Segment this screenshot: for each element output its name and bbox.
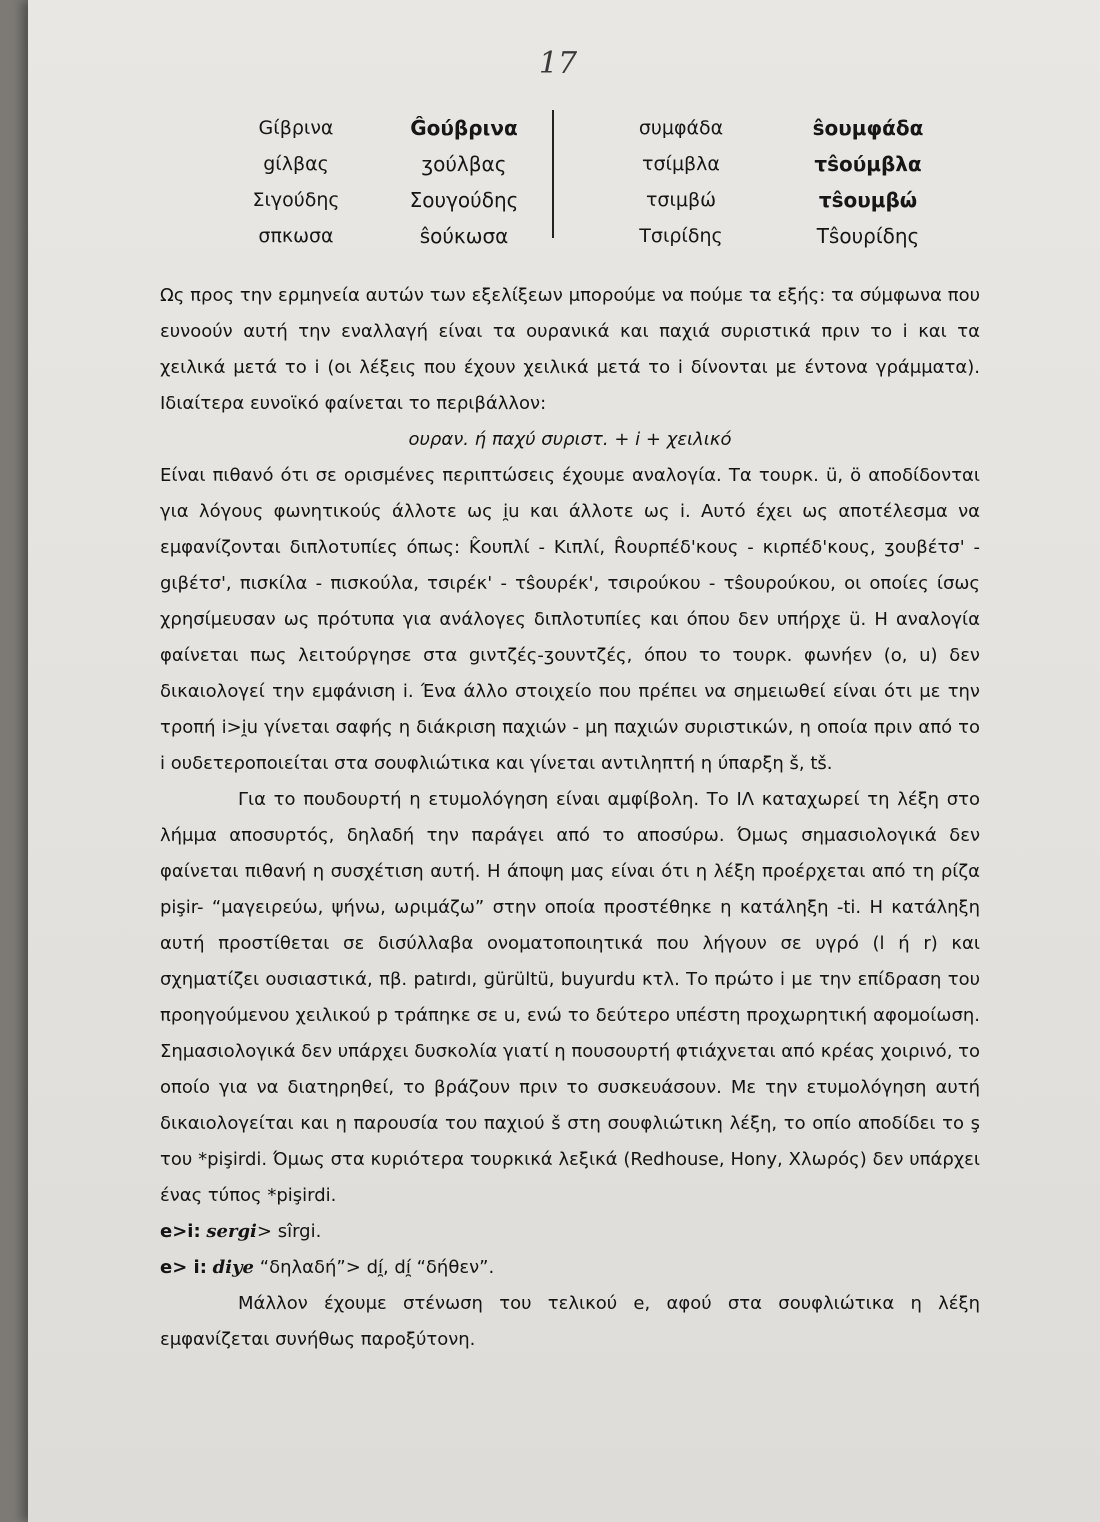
word-cell: Τŝουρίδης (816, 224, 920, 248)
body-text (160, 278, 980, 1358)
page-number: 17 (538, 46, 578, 81)
word-column-2 (374, 110, 554, 254)
example-line (160, 1250, 980, 1286)
turkish-term: sergi (206, 1221, 257, 1242)
paragraph: Για το πουδουρτή η ετυμολόγηση είναι αμφίβολη. Το ΙΛ καταχωρεί τη λέξη στο λήμμα αποσυρτός, δηλαδή την παράγει από το αποσύρω. Όμως σημασιολογικά δεν φαίνεται πιθανή η συσχέτιση αυτή. Η άποψη μας είναι ότι η λέξη προέρχεται από τη ρίζα pişir- “μαγειρεύω, ψήνω, ωριμάζω” στην οποία προστέθηκε η κατάληξη -ti. Η κατάληξη αυτή προστίθεται σε δισύλλαβα ονοματοποιητικά που λήγουν σε υγρό (l ή r) και σχηματίζει ουσιαστικά, πβ. patırdı, gürültü, buyurdu κτλ. Το πρώτο i με την επίδραση του προηγούμενου χειλικού p τράπηκε σε u, ενώ το δεύτερο υπέστη προχωρητική αφομοίωση. Σημασιολογικά δεν υπάρχει δυσκολία γιατί η πουσουρτή φτιάχνεται από κρέας χοιρινό, το οποίο για να διατηρηθεί, το βράζουν πριν το συσκευάσουν. Με την ετυμολόγηση αυτή δικαιολογείται και η παρουσία του παχιού š στη σουφλιώτικη λέξη, το οπίο αποδίδει το ş του *pişirdi. Όμως στα κυριότερα τουρκικά λεξικά (Redhouse, Hony, Χλωρός) δεν υπάρχει ένας τύπος *pişirdi. (160, 789, 980, 1206)
word-cell: Gίβρινα (258, 117, 334, 139)
word-cell: ŝουμφάδα (812, 116, 924, 140)
word-cell: τσιμβώ (645, 189, 717, 211)
word-column-3 (591, 110, 771, 254)
word-cell: τŝουμβώ (818, 188, 918, 212)
document-page (28, 0, 1100, 1522)
example-rest: “δηλαδή”> dí̯, dí̯ “δήθεν”. (259, 1257, 495, 1278)
word-comparison-table (28, 110, 1100, 250)
word-cell: Σουγούδης (409, 188, 519, 212)
word-cell: τŝούμβλα (814, 152, 922, 176)
word-column-4 (778, 110, 958, 254)
paragraph: Μάλλον έχουμε στένωση του τελικού e, αφού στα σουφλιώτικα η λέξη εμφανίζεται συνήθως παροξύτονη. (160, 1293, 980, 1350)
word-cell: Ĝούβρινα (410, 116, 518, 140)
word-column-1 (206, 110, 386, 254)
word-cell: σπκωσα (258, 225, 334, 247)
example-line (160, 1214, 980, 1250)
paragraph: Ως προς την ερμηνεία αυτών των εξελίξεων μπορούμε να πούμε τα εξής: τα σύμφωνα που ευνοούν αυτή την εναλλαγή είναι τα ουρανικά και παχιά συριστικά πριν το i και τα χειλικά μετά το i (οι λέξεις που έχουν χειλικά μετά το i δίνονται με έντονα γράμματα). Ιδιαίτερα ευνοϊκό φαίνεται το περιβάλλον: (160, 285, 980, 414)
example-lead: e>i: (160, 1221, 201, 1242)
word-cell: ʒούλβας (421, 152, 507, 176)
column-divider (552, 110, 554, 238)
example-rest: > sîrgi. (256, 1221, 322, 1242)
example-lead: e> i: (160, 1257, 207, 1278)
word-cell: ŝούκωσα (419, 224, 509, 248)
word-cell: τσίμβλα (642, 153, 720, 175)
turkish-term: diye (212, 1257, 255, 1278)
word-cell: Τσιρίδης (639, 225, 723, 247)
word-cell: Σιγούδης (252, 189, 340, 211)
word-cell: gίλβας (263, 153, 329, 175)
paragraph: Είναι πιθανό ότι σε ορισμένες περιπτώσεις έχουμε αναλογία. Τα τουρκ. ü, ö αποδίδονται για λόγους φωνητικούς άλλοτε ως i̯u και άλλοτε ως i. Αυτό έχει ως αποτέλεσμα να εμφανίζονται διπλοτυπίες όπως: K̂ουπλί - Κιπλί, R̂ουρπέδ'κους - κιρπέδ'κους, ʒουβέτσ' - gιβέτσ', πισκίλα - πισκούλα, τσιρέκ' - τŝουρέκ', τσιρούκου - τŝουρούκου, οι οποίες ίσως χρησίμευσαν ως πρότυπα για ανάλογες διπλοτυπίες και όπου δεν υπήρχε ü. Η αναλογία φαίνεται πως λειτούργησε στα gιντζές-ʒουντζές, όπου το τουρκ. φωνήεν (o, u) δεν δικαιολογεί την εμφάνιση i. Ένα άλλο στοιχείο που πρέπει να σημειωθεί είναι ότι με την τροπή i>i̯u γίνεται σαφής η διάκριση παχιών - μη παχιών συριστικών, η οποία πριν από το i ουδετεροποιείται στα σουφλιώτικα και γίνεται αντιληπτή η ύπαρξη š, tš. (160, 465, 980, 774)
word-cell: συμφάδα (638, 117, 724, 139)
formula-line: ουραν. ή παχύ συριστ. + i + χειλικό (408, 429, 732, 450)
